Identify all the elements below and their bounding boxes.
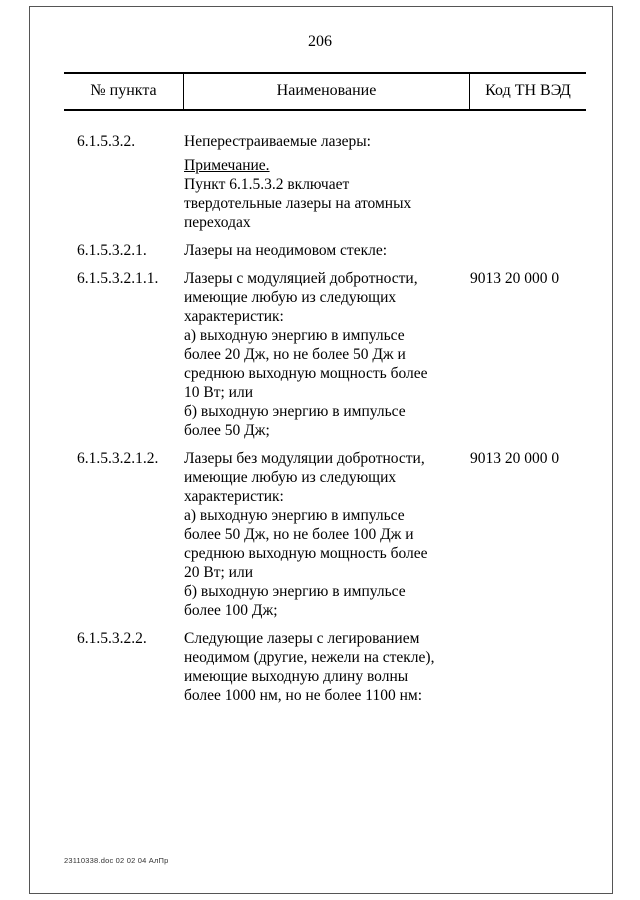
page-number: 206 — [308, 33, 332, 50]
table-row — [64, 132, 586, 232]
row-item-name — [184, 629, 470, 705]
name-text-line: неодимом (другие, нежели на стекле), — [184, 649, 435, 666]
row-item-number: 6.1.5.3.2. — [77, 133, 136, 150]
name-text-line: твердотельные лазеры на атомных — [184, 195, 412, 212]
name-text-line: переходах — [184, 214, 251, 231]
name-text-line: имеющие любую из следующих — [184, 289, 397, 306]
row-tnved-code — [470, 241, 586, 260]
name-text-line: Примечание. — [184, 157, 270, 174]
name-text-line: более 50 Дж, но не более 100 Дж и — [184, 526, 414, 543]
header-cell-number: № пункта — [64, 74, 184, 109]
footer-note: 23110338.doc 02 02 04 АлПр — [64, 856, 169, 865]
name-text-line: Лазеры на неодимовом стекле: — [184, 242, 388, 259]
table-row — [64, 269, 586, 440]
name-text-line: более 20 Дж, но не более 50 Дж и — [184, 346, 406, 363]
name-text-line: более 1000 нм, но не более 1100 нм: — [184, 687, 423, 704]
row-tnved-code — [470, 132, 586, 232]
row-item-name — [184, 241, 470, 260]
name-text-line: б) выходную энергию в импульсе — [184, 583, 406, 600]
name-text-line: более 50 Дж; — [184, 422, 270, 439]
name-text-line: Лазеры с модуляцией добротности, — [184, 270, 418, 287]
name-text-line: имеющие выходную длину волны — [184, 668, 409, 685]
name-text-line: 20 Вт; или — [184, 564, 253, 581]
name-text-line: среднюю выходную мощность более — [184, 365, 428, 382]
table-body — [64, 111, 586, 705]
name-text-line: характеристик: — [184, 488, 284, 505]
row-item-number: 6.1.5.3.2.1.2. — [77, 450, 159, 467]
name-text-line: а) выходную энергию в импульсе — [184, 327, 405, 344]
row-tnved-code: 9013 20 000 0 — [470, 450, 560, 467]
classification-table — [64, 72, 586, 714]
row-item-name — [184, 269, 470, 440]
name-text-line: 10 Вт; или — [184, 384, 253, 401]
name-text-line: более 100 Дж; — [184, 602, 278, 619]
row-tnved-code — [470, 629, 586, 705]
header-cell-name: Наименование — [184, 74, 470, 109]
name-text-line: имеющие любую из следующих — [184, 469, 397, 486]
row-item-number: 6.1.5.3.2.2. — [77, 630, 147, 647]
table-row — [64, 241, 586, 260]
table-header-row — [64, 72, 586, 111]
row-item-number: 6.1.5.3.2.1.1. — [77, 270, 159, 287]
row-item-name — [184, 132, 470, 232]
name-text-line: Пункт 6.1.5.3.2 включает — [184, 176, 350, 193]
name-text-line: б) выходную энергию в импульсе — [184, 403, 406, 420]
name-text-line: среднюю выходную мощность более — [184, 545, 428, 562]
name-text-line: Неперестраиваемые лазеры: — [184, 133, 371, 150]
row-item-name — [184, 449, 470, 620]
name-text-line: характеристик: — [184, 308, 284, 325]
row-item-number: 6.1.5.3.2.1. — [77, 242, 147, 259]
name-text-line: а) выходную энергию в импульсе — [184, 507, 405, 524]
name-text-line: Лазеры без модуляции добротности, — [184, 450, 425, 467]
row-tnved-code: 9013 20 000 0 — [470, 270, 560, 287]
name-text-line: Следующие лазеры с легированием — [184, 630, 420, 647]
header-cell-code: Код ТН ВЭД — [485, 82, 571, 99]
table-row — [64, 449, 586, 620]
table-row — [64, 629, 586, 705]
